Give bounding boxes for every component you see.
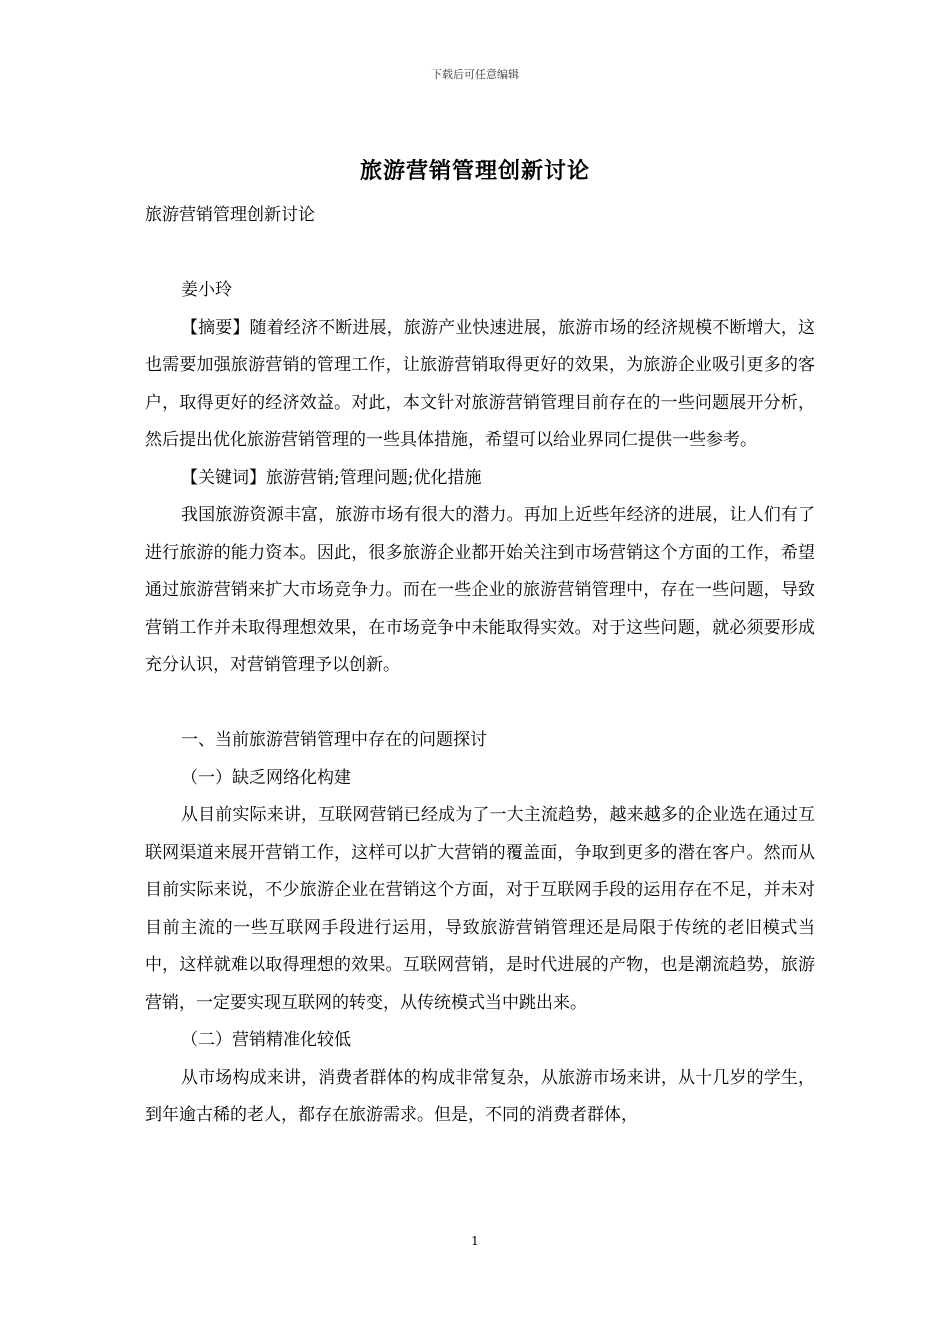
header-note: 下载后可任意编辑 (431, 68, 519, 81)
abstract: 【摘要】随着经济不断进展，旅游产业快速进展，旅游市场的经济规模不断增大，这也需要加强旅游营销的管理工作，让旅游营销取得更好的效果，为旅游企业吸引更多的客户，取得更好的经济效益。对此，本文针对旅游营销管理目前存在的一些问题展开分析，然后提出优化旅游营销管理的一些具体措施，希望可以给业界同仁提供一些参考。 (145, 317, 815, 450)
subtitle: 旅游营销管理创新讨论 (145, 205, 315, 225)
blank-line (145, 235, 815, 273)
subsection-heading: （二）营销精准化较低 (181, 1030, 351, 1050)
author: 姜小玲 (181, 280, 232, 300)
subsection-paragraph: 从目前实际来讲，互联网营销已经成为了一大主流趋势，越来越多的企业选在通过互联网渠道来展开营销工作，这样可以扩大营销的覆盖面，争取到更多的潜在客户。然而从目前实际来说，不少旅游企业在营销这个方面，对于互联网手段的运用存在不足，并未对目前主流的一些互联网手段进行运用，导致旅游营销管理还是局限于传统的老旧模式当中，这样就难以取得理想的效果。互联网营销，是时代进展的产物，也是潮流趋势，旅游营销，一定要实现互联网的转变，从传统模式当中跳出来。 (145, 805, 815, 1013)
section-heading: 一、当前旅游营销管理中存在的问题探讨 (181, 730, 487, 750)
document-title: 旅游营销管理创新讨论 (359, 158, 590, 184)
keywords: 【关键词】旅游营销;管理问题;优化措施 (181, 467, 482, 488)
intro-paragraph: 我国旅游资源丰富，旅游市场有很大的潜力。再加上近些年经济的进展，让人们有了进行旅游的能力资本。因此，很多旅游企业都开始关注到市场营销这个方面的工作，希望通过旅游营销来扩大市场竞争力。而在一些企业的旅游营销管理中，存在一些问题，导致营销工作并未取得理想效果，在市场竞争中未能取得实效。对于这些问题，就必须要形成充分认识，对营销管理予以创新。 (145, 505, 815, 675)
blank-line (145, 685, 815, 723)
page-number: 1 (471, 1234, 479, 1248)
subsection-heading: （一）缺乏网络化构建 (181, 767, 351, 788)
document-body (145, 197, 815, 1135)
subsection-paragraph: 从市场构成来讲，消费者群体的构成非常复杂，从旅游市场来讲，从十几岁的学生，到年逾古稀的老人，都存在旅游需求。但是，不同的消费者群体， (145, 1067, 815, 1125)
